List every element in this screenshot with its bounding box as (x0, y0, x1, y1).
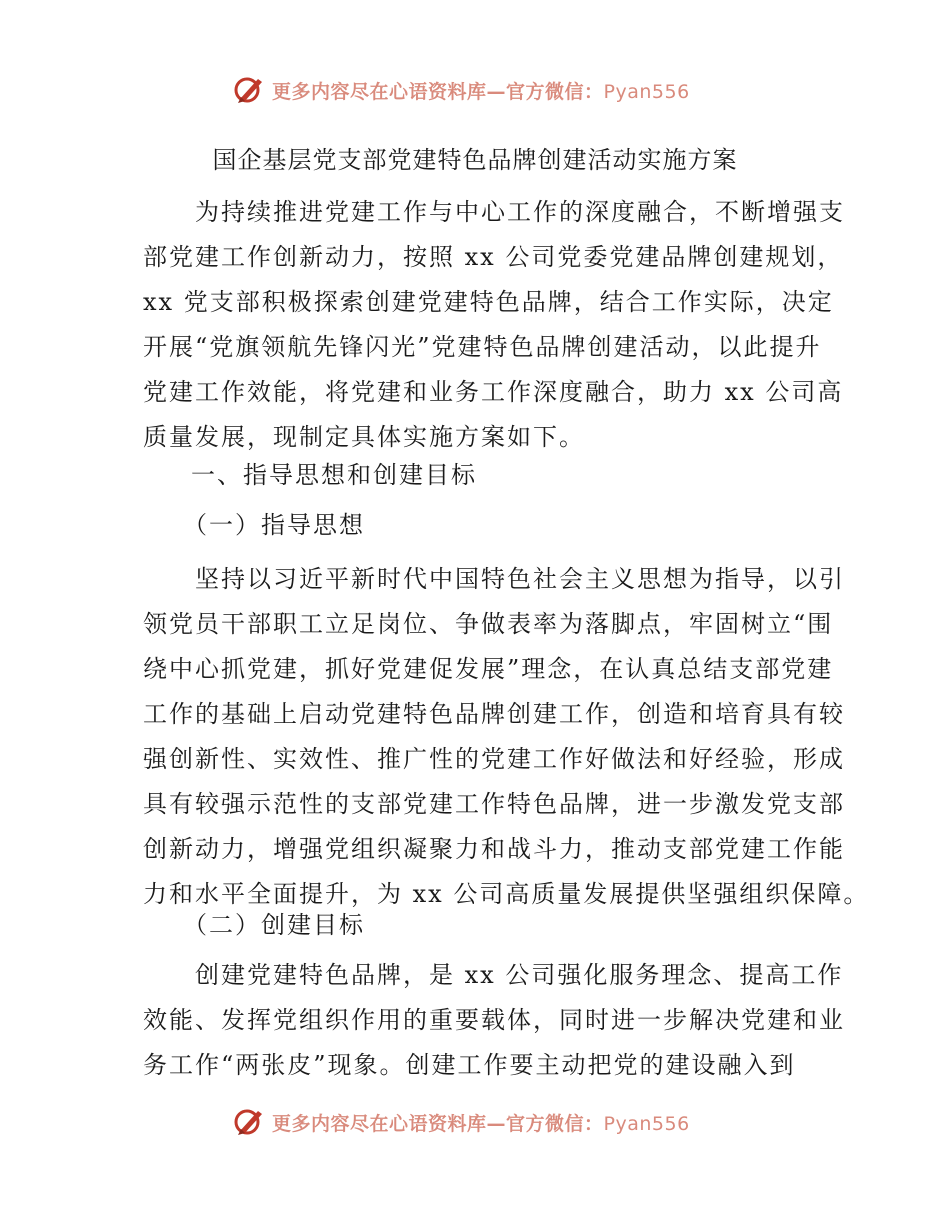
text-line: 为持续推进党建工作与中心工作的深度融合，不断增强支 (143, 198, 845, 226)
pen-logo-icon (232, 1105, 266, 1139)
text-line: 务工作“两张皮”现象。创建工作要主动把党的建设融入到 (143, 1051, 796, 1079)
text-line: 质量发展，现制定具体实施方案如下。 (143, 423, 585, 451)
banner-text: 更多内容尽在心语资料库—官方微信：Pyan556 (272, 80, 690, 103)
wechat-id: Pyan556 (603, 1112, 690, 1135)
text-line: 效能、发挥党组织作用的重要载体，同时进一步解决党建和业 (143, 1006, 845, 1034)
subsection-heading-2: （二）创建目标 (183, 911, 365, 939)
wechat-id: Pyan556 (603, 80, 690, 103)
document-title: 国企基层党支部党建特色品牌创建活动实施方案 (212, 146, 738, 174)
text-line: 力和水平全面提升，为 xx 公司高质量发展提供坚强组织保障。 (143, 880, 870, 908)
footer-banner[interactable] (232, 1102, 690, 1142)
subsection-heading-1: （一）指导思想 (183, 511, 365, 539)
text-line: 创建党建特色品牌，是 xx 公司强化服务理念、提高工作 (143, 961, 844, 989)
text-line: 绕中心抓党建，抓好党建促发展”理念，在认真总结支部党建 (143, 655, 834, 683)
text-line: 强创新性、实效性、推广性的党建工作好做法和好经验，形成 (143, 745, 845, 773)
text-line: xx 党支部积极探索创建党建特色品牌，结合工作实际，决定 (143, 288, 834, 316)
goals-paragraph (143, 953, 845, 1088)
intro-paragraph (143, 190, 845, 460)
text-line: 创新动力，增强党组织凝聚力和战斗力，推动支部党建工作能 (143, 835, 845, 863)
text-line: 党建工作效能，将党建和业务工作深度融合，助力 xx 公司高 (143, 378, 844, 406)
header-banner[interactable] (232, 70, 690, 110)
text-line: 开展“党旗领航先锋闪光”党建特色品牌创建活动，以此提升 (143, 333, 822, 361)
guiding-ideology-paragraph (143, 557, 870, 917)
text-line: 工作的基础上启动党建特色品牌创建工作，创造和培育具有较 (143, 700, 845, 728)
text-line: 具有较强示范性的支部党建工作特色品牌，进一步激发党支部 (143, 790, 845, 818)
text-line: 坚持以习近平新时代中国特色社会主义思想为指导，以引 (143, 565, 845, 593)
banner-text: 更多内容尽在心语资料库—官方微信：Pyan556 (272, 1112, 690, 1135)
pen-logo-icon (232, 73, 266, 107)
text-line: 部党建工作创新动力，按照 xx 公司党委党建品牌创建规划， (143, 243, 844, 271)
text-line: 领党员干部职工立足岗位、争做表率为落脚点，牢固树立“围 (143, 610, 834, 638)
section-heading-1: 一、指导思想和创建目标 (191, 461, 477, 489)
